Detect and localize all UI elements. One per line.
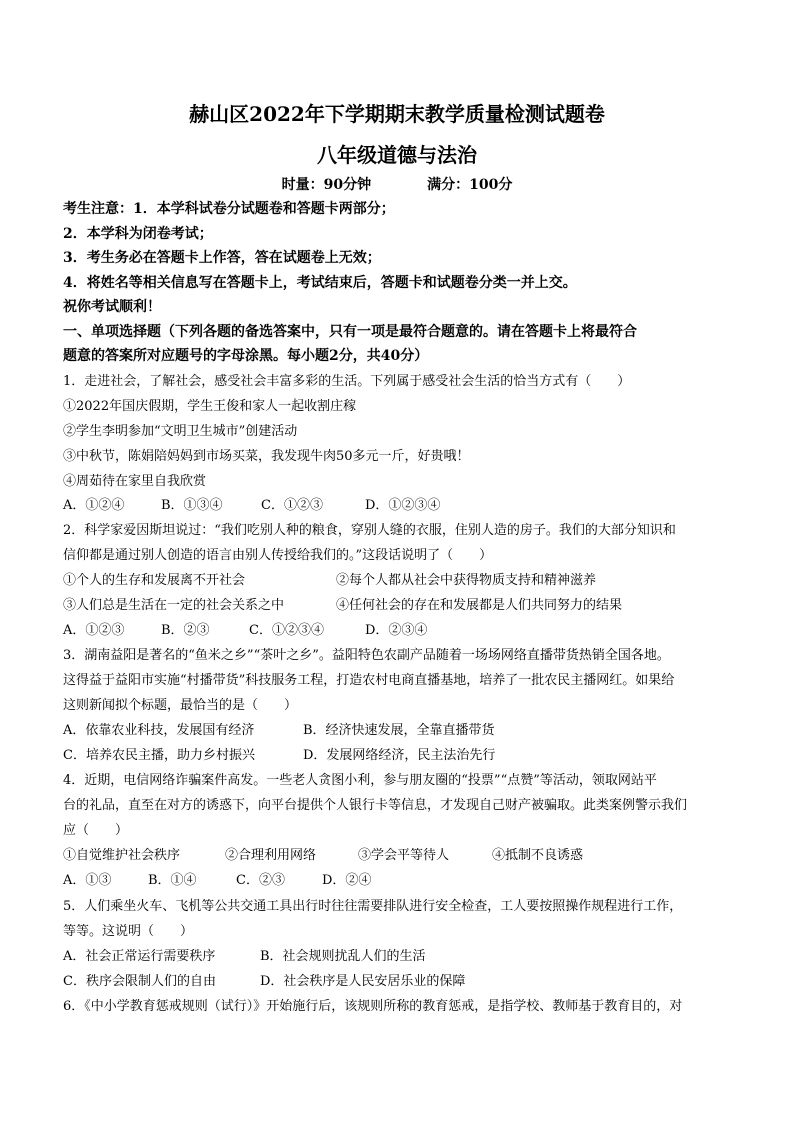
q2-options bbox=[63, 622, 427, 640]
exam-title: 赫山区2022年下学期期末教学质量检测试题卷 bbox=[189, 102, 605, 126]
q1-option-a: A．①②④ bbox=[63, 498, 125, 513]
question-5-stem: 5．人们乘坐火车、飞机等公共交通工具出行时往往需要排队进行安全检查，工人要按照操作规程进行工作， bbox=[63, 899, 683, 914]
section-heading: 题意的答案所对应题号的字母涂黑。每小题2分，共40分） bbox=[63, 348, 429, 364]
section-heading: 一、单项选择题（下列各题的备选答案中，只有一项是最符合题意的。请在答题卡上将最符合 bbox=[63, 324, 637, 340]
q4-item: ①自觉维护社会秩序 bbox=[63, 848, 181, 863]
q1-item: ③中秋节，陈娟陪妈妈到市场买菜，我发现牛肉50多元一斤，好贵哦！ bbox=[63, 449, 470, 464]
q3-option-b: B．经济快速发展，全靠直播带货 bbox=[303, 723, 495, 738]
note-line: 4．将姓名等相关信息写在答题卡上，考试结束后，答题卡和试题卷分类一并上交。 bbox=[63, 275, 577, 291]
q2-option-b: B．②③ bbox=[161, 623, 210, 638]
q4-option-d: D．②④ bbox=[322, 873, 372, 888]
question-2-stem: 信仰都是通过别人创造的语言由别人传授给我们的。”这段话说明了（ ） bbox=[63, 548, 493, 563]
q1-option-d: D．①②③④ bbox=[365, 498, 441, 513]
exam-meta bbox=[0, 174, 794, 194]
note-line: 2．本学科为闭卷考试； bbox=[63, 226, 213, 242]
note-line: 考生注意：1．本学科试卷分试题卷和答题卡两部分； bbox=[63, 201, 395, 217]
q2-item: ④任何社会的存在和发展都是人们共同努力的结果 bbox=[336, 598, 623, 613]
note-line: 祝你考试顺利！ bbox=[63, 299, 161, 315]
q3-options bbox=[63, 747, 495, 765]
q2-item: ①个人的生存和发展离不开社会 bbox=[63, 573, 246, 588]
q3-option-a: A．依靠农业科技，发展国有经济 bbox=[63, 723, 255, 738]
question-3-stem: 3．湖南益阳是著名的“鱼米之乡”“茶叶之乡”。益阳特色农副产品随着一场场网络直播带货热销全国各地。 bbox=[63, 648, 670, 663]
q4-item: ④抵制不良诱惑 bbox=[492, 848, 584, 863]
q3-option-d: D．发展网络经济，民主法治先行 bbox=[303, 748, 496, 763]
question-5-stem: 等等。这说明（ ） bbox=[63, 924, 194, 939]
question-6-stem: 6．《中小学教育惩戒规则（试行）》开始施行后，该规则所称的教育惩戒，是指学校、教师基于教育目的，对 bbox=[63, 999, 683, 1014]
q2-item: ③人们总是生活在一定的社会关系之中 bbox=[63, 598, 285, 613]
question-4-stem: 台的礼品，直至在对方的诱惑下，向平台提供个人银行卡等信息，才发现自己财产被骗取。此类案例警示我们 bbox=[63, 798, 688, 813]
question-3-stem: 这则新闻拟个标题，最恰当的是（ ） bbox=[63, 698, 298, 713]
q2-item: ②每个人都从社会中获得物质支持和精神滋养 bbox=[336, 573, 597, 588]
q1-item: ④周茹待在家里自我欣赏 bbox=[63, 474, 207, 489]
q3-options bbox=[63, 722, 495, 740]
q1-option-c: C．①②③ bbox=[261, 498, 323, 513]
q2-option-a: A．①②③ bbox=[63, 623, 125, 638]
question-1-stem: 1．走进社会，了解社会，感受社会丰富多彩的生活。下列属于感受社会生活的恰当方式有（ ） bbox=[63, 374, 631, 389]
note-line: 3．考生务必在答题卡上作答，答在试题卷上无效； bbox=[63, 250, 381, 266]
q2-option-c: C．①②③④ bbox=[249, 623, 324, 638]
q5-options bbox=[63, 948, 426, 966]
q4-options bbox=[63, 872, 371, 890]
q2-option-d: D．②③④ bbox=[365, 623, 428, 638]
subject-title: 八年级道德与法治 bbox=[317, 143, 477, 167]
question-2-stem: 2．科学家爱因斯坦说过：“我们吃别人种的粮食，穿别人缝的衣服，住别人造的房子。我们的大部分知识和 bbox=[63, 523, 676, 538]
q5-option-a: A．社会正常运行需要秩序 bbox=[63, 949, 216, 964]
q4-item: ③学会平等待人 bbox=[358, 848, 450, 863]
q4-option-b: B．①④ bbox=[148, 873, 197, 888]
exam-score: 满分：100分 bbox=[427, 177, 513, 193]
question-3-stem: 这得益于益阳市实施“村播带货”科技服务工程，打造农村电商直播基地，培养了一批农民主播网红。如果给 bbox=[63, 673, 675, 688]
q5-option-c: C．秩序会限制人们的自由 bbox=[63, 974, 216, 989]
q1-item: ①2022年国庆假期，学生王俊和家人一起收割庄稼 bbox=[63, 399, 357, 414]
question-4-stem: 4．近期，电信网络诈骗案件高发。一些老人贪图小利，参与朋友圈的“投票”“点赞”等活动，领取网站平 bbox=[63, 773, 657, 788]
q5-options bbox=[63, 973, 465, 991]
q4-item: ②合理利用网络 bbox=[225, 848, 317, 863]
q5-option-b: B．社会规则扰乱人们的生活 bbox=[260, 949, 426, 964]
q4-option-a: A．①③ bbox=[63, 873, 112, 888]
q2-items bbox=[63, 597, 622, 615]
q1-options bbox=[63, 497, 440, 515]
q1-option-b: B．①③④ bbox=[161, 498, 223, 513]
q5-option-d: D．社会秩序是人民安居乐业的保障 bbox=[260, 974, 466, 989]
q1-item: ②学生李明参加“文明卫生城市”创建活动 bbox=[63, 424, 298, 439]
q4-items bbox=[63, 847, 583, 865]
q2-items bbox=[63, 572, 596, 590]
q3-option-c: C．培养农民主播，助力乡村振兴 bbox=[63, 748, 255, 763]
exam-time: 时量：90分钟 bbox=[281, 177, 372, 193]
q4-option-c: C．②③ bbox=[236, 873, 285, 888]
question-4-stem: 应（ ） bbox=[63, 823, 129, 838]
